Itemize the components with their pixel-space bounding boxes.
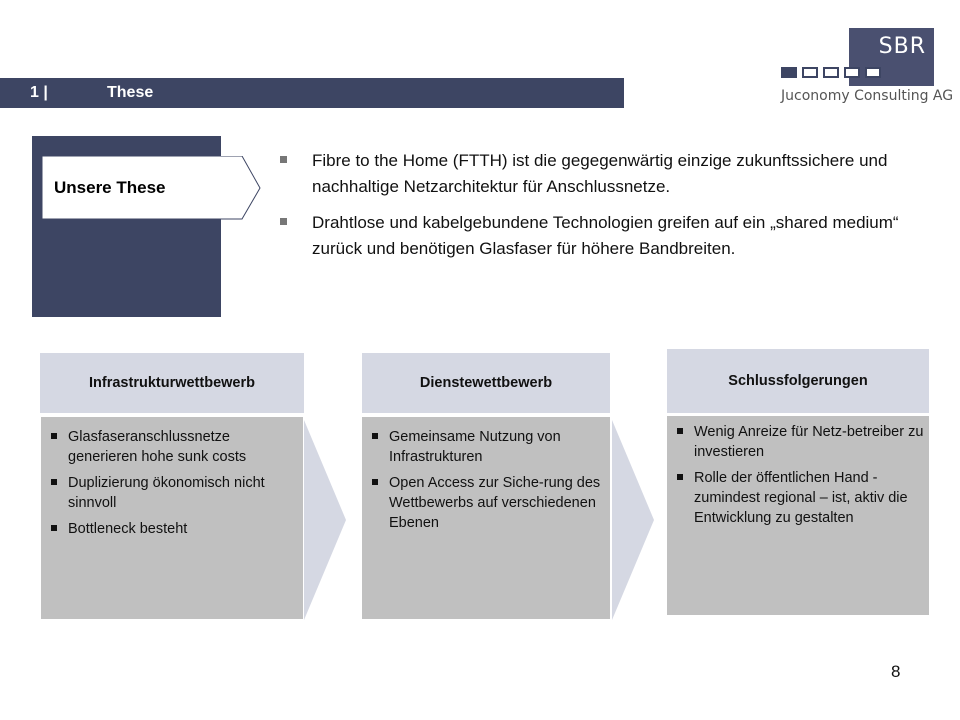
list-item xyxy=(280,148,900,200)
bullet-text: Glasfaseranschlussnetze generieren hohe sunk costs xyxy=(68,429,247,465)
bullet-square-icon xyxy=(280,218,287,225)
column-title: Infrastrukturwettbewerb xyxy=(89,375,255,391)
list-item xyxy=(362,473,610,533)
bullet-square-icon xyxy=(677,474,683,480)
list-item xyxy=(362,427,610,467)
bullet-text: Wenig Anreize für Netz-betreiber zu investieren xyxy=(694,424,924,460)
list-item xyxy=(280,210,900,262)
list-item xyxy=(667,468,929,528)
column-body-schlussfolgerungen xyxy=(666,415,930,616)
list-item xyxy=(41,427,303,467)
column-header-infrastruktur xyxy=(40,353,304,413)
bullet-square-icon xyxy=(372,433,378,439)
bullet-square-icon xyxy=(280,156,287,163)
logo-caption: Juconomy Consulting AG xyxy=(781,88,954,104)
bullet-square-icon xyxy=(677,428,683,434)
section-title: These xyxy=(107,84,154,101)
top-bullet-list xyxy=(280,148,900,272)
column-body-infrastruktur xyxy=(40,416,304,620)
company-logo xyxy=(849,28,934,86)
bullet-text: Rolle der öffentlichen Hand - zumindest regional – ist, aktiv die Entwicklung zu gestalten xyxy=(694,470,908,526)
bullet-text: Open Access zur Siche-rung des Wettbewerbs auf verschiedenen Ebenen xyxy=(389,475,601,531)
section-header-bar xyxy=(0,78,624,108)
bullet-text: Drahtlose und kabelgebundene Technologien greifen auf ein „shared medium“ zurück und benötigen Glasfaser für höhere Bandbreiten. xyxy=(312,213,899,258)
these-label-text: Unsere These xyxy=(54,178,166,197)
bullet-text: Fibre to the Home (FTTH) ist die gegegenwärtig einzige zukunftssichere und nachhaltige Netzarchitektur für Anschlussnetze. xyxy=(312,151,888,196)
bullet-square-icon xyxy=(51,479,57,485)
chevron-right-icon xyxy=(304,420,348,620)
bullet-square-icon xyxy=(372,479,378,485)
column-title: Dienstewettbewerb xyxy=(419,375,553,391)
section-number: 1 | xyxy=(30,84,48,101)
list-item xyxy=(41,473,303,513)
column-header-dienste xyxy=(362,353,610,413)
column-header-schlussfolgerungen xyxy=(667,349,929,413)
bullet-text: Duplizierung ökonomisch nicht sinnvoll xyxy=(68,475,265,511)
logo-text: SBR xyxy=(878,34,926,59)
column-body-dienste xyxy=(361,416,611,620)
bullet-text: Gemeinsame Nutzung von Infrastrukturen xyxy=(389,429,561,465)
list-item xyxy=(41,519,303,539)
bullet-text: Bottleneck besteht xyxy=(68,521,188,537)
column-title: Schlussfolgerungen xyxy=(728,373,868,389)
bullet-square-icon xyxy=(51,433,57,439)
bullet-square-icon xyxy=(51,525,57,531)
list-item xyxy=(667,422,929,462)
page-number: 8 xyxy=(891,662,901,681)
chevron-right-icon xyxy=(612,420,656,620)
